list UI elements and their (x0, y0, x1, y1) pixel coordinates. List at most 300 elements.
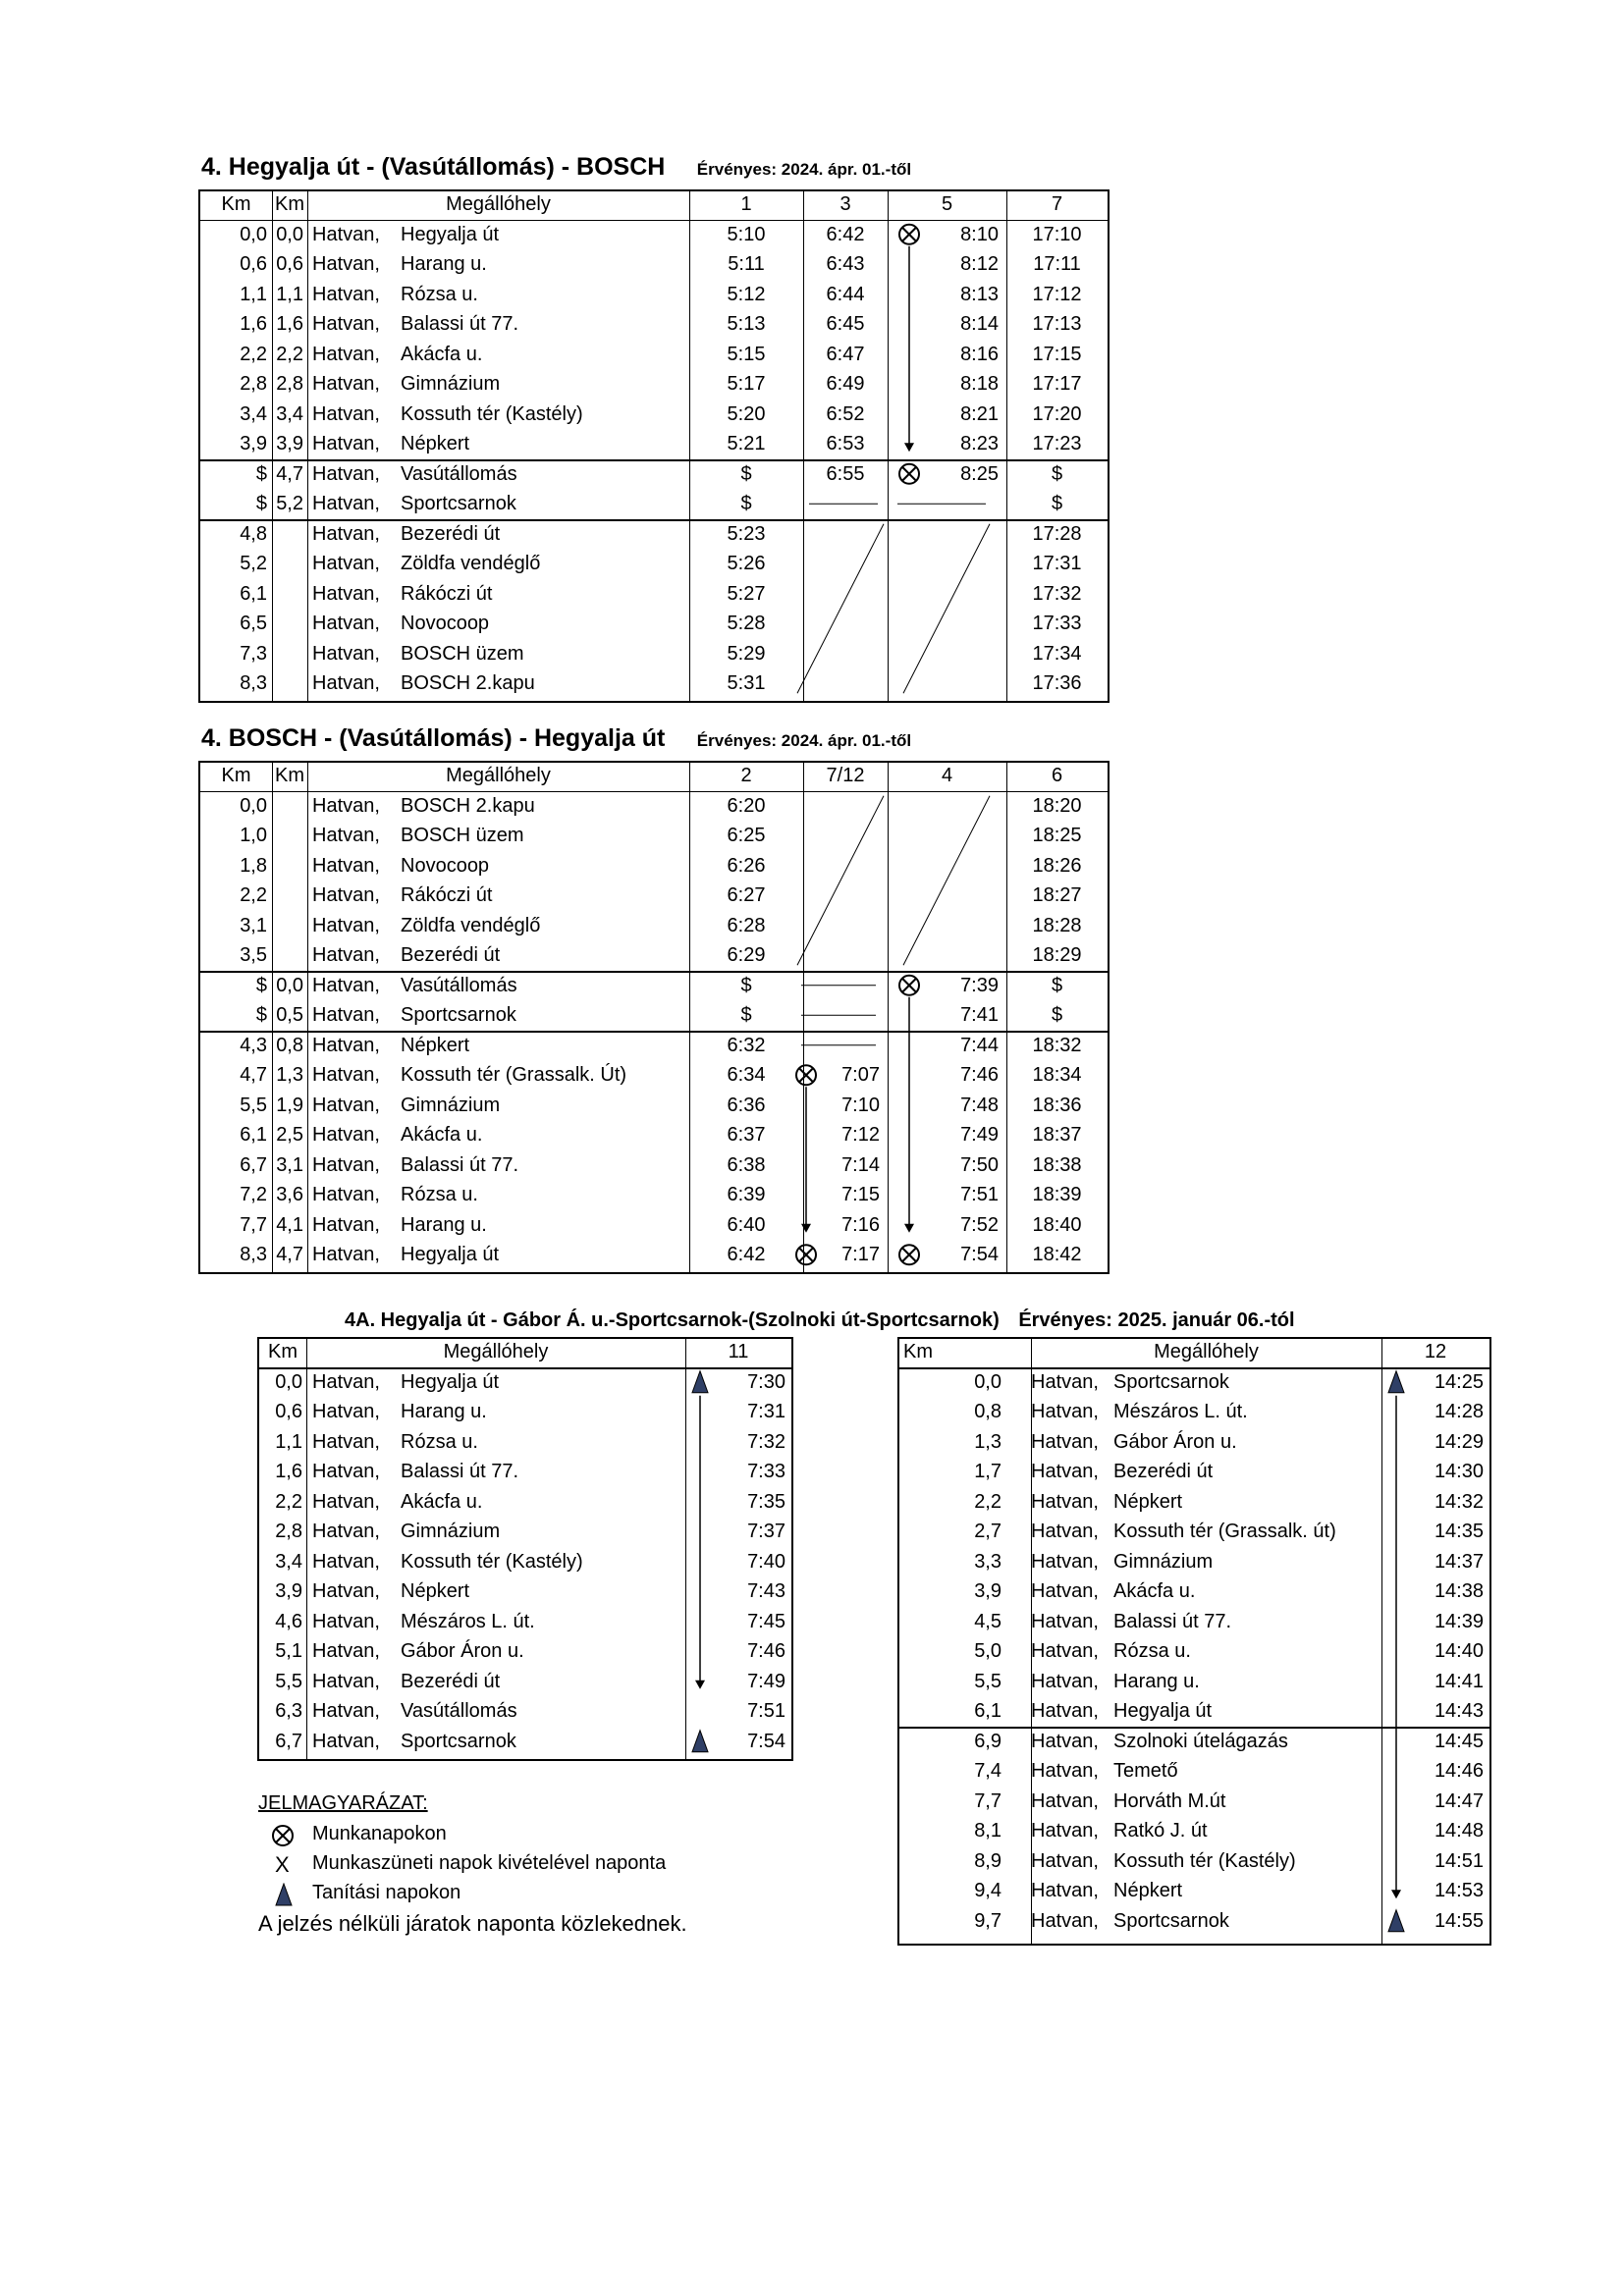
km: 1,3 (974, 1430, 1001, 1453)
time-5: 8:21 (960, 402, 999, 425)
time-4: 7:52 (960, 1213, 999, 1236)
time-7/12 (803, 851, 880, 881)
stop-name: Gimnázium (401, 373, 501, 395)
timetable-4a-route-11 (257, 1337, 793, 1761)
stop-name: Sportcsarnok (401, 1004, 516, 1026)
time-3 (803, 579, 888, 610)
km-a: 1,6 (240, 313, 267, 335)
stop-name: Sportcsarnok (401, 493, 516, 514)
stop-name: Vasútállomás (401, 1700, 517, 1722)
time-2: 6:20 (727, 794, 766, 817)
time-1: 5:10 (727, 223, 766, 245)
time-5: 8:25 (960, 462, 999, 485)
column-header: Km (221, 765, 251, 786)
time-12: 14:25 (1434, 1370, 1484, 1393)
stop-name: Balassi út 77. (401, 1153, 519, 1176)
time-7/12: 7:07 (841, 1064, 880, 1086)
km: 0,0 (974, 1370, 1001, 1393)
time-4: 7:54 (960, 1244, 999, 1265)
column-header: 2 (740, 765, 752, 786)
km-a: 0,0 (240, 794, 267, 817)
town: Hatvan, (312, 1670, 380, 1692)
table-row (200, 249, 1108, 280)
timetable-1-validity: Érvényes: 2024. ápr. 01.-től (696, 160, 912, 179)
time-1: 5:27 (727, 582, 766, 605)
time-2: 6:38 (727, 1153, 766, 1176)
stop-name: Népkert (401, 1580, 470, 1602)
km-b: 0,5 (276, 1004, 303, 1026)
time-12: 14:35 (1434, 1521, 1484, 1542)
town: Hatvan, (312, 373, 380, 395)
time-2: 6:28 (727, 914, 766, 936)
km-a: 2,2 (240, 343, 267, 365)
time-7/12: 7:12 (841, 1124, 880, 1146)
time-7/12 (803, 1031, 880, 1061)
time-5: 8:16 (960, 343, 999, 365)
km-a: $ (255, 462, 267, 485)
km-b: 4,7 (276, 1244, 303, 1265)
time-11: 7:30 (747, 1370, 785, 1393)
time-4: 7:48 (960, 1094, 999, 1116)
table-row (259, 1727, 791, 1757)
town: Hatvan, (312, 1430, 380, 1453)
table-row (259, 1576, 791, 1607)
time-7: $ (1051, 462, 1063, 485)
km-b (272, 639, 303, 669)
table-row (200, 1150, 1108, 1181)
time-6: 18:38 (1032, 1153, 1082, 1176)
stop-name: Gimnázium (1113, 1550, 1214, 1573)
km: 1,6 (275, 1461, 302, 1482)
km: 1,7 (974, 1461, 1001, 1482)
stop-name: Mészáros L. út. (1113, 1401, 1248, 1422)
town: Hatvan, (312, 1700, 380, 1722)
km-a: 8,3 (240, 672, 267, 694)
legend-except-holidays: Munkaszüneti napok kivételével naponta (312, 1852, 667, 1874)
km-a: 4,7 (240, 1064, 267, 1086)
km: 3,3 (974, 1550, 1001, 1573)
stop-name: Gábor Áron u. (401, 1640, 524, 1662)
timetable-4a-validity: Érvényes: 2025. január 06.-tól (1018, 1309, 1295, 1331)
time-7: 17:33 (1032, 613, 1082, 634)
time-7/12 (803, 791, 880, 822)
table-row (200, 1091, 1108, 1121)
town: Hatvan, (1031, 1550, 1099, 1573)
km-a: 0,0 (240, 223, 267, 245)
town: Hatvan, (312, 974, 380, 996)
time-7: 17:11 (1033, 253, 1081, 275)
time-1: 5:23 (727, 522, 766, 545)
column-header: Km (268, 1341, 298, 1362)
time-3: 6:42 (826, 223, 865, 245)
km: 0,6 (275, 1401, 302, 1422)
town: Hatvan, (312, 1153, 380, 1176)
km-b: 3,4 (276, 402, 303, 425)
stop-name: Hegyalja út (1113, 1700, 1213, 1722)
column-header: 12 (1424, 1341, 1447, 1362)
table-row (200, 821, 1108, 851)
column-header: 3 (839, 193, 851, 215)
stop-name: Bezerédi út (1113, 1461, 1214, 1482)
time-4 (888, 851, 999, 881)
time-12: 14:55 (1434, 1909, 1484, 1932)
stop-name: Ratkó J. út (1113, 1820, 1208, 1842)
time-7: 17:32 (1032, 582, 1082, 605)
column-header: Km (275, 193, 304, 215)
table-row (259, 1367, 791, 1398)
km-b: 1,1 (276, 283, 303, 305)
table-row (200, 340, 1108, 370)
time-5 (888, 609, 999, 639)
table-row (200, 519, 1108, 550)
stop-name: Sportcsarnok (1113, 1370, 1229, 1393)
table-row (259, 1487, 791, 1518)
table-row (200, 1240, 1108, 1270)
town: Hatvan, (312, 433, 380, 454)
time-1: $ (740, 493, 752, 514)
table-row (899, 1816, 1489, 1846)
table-row (200, 1031, 1108, 1061)
km-a: 3,5 (240, 944, 267, 966)
timetable-1 (198, 189, 1110, 703)
town: Hatvan, (312, 253, 380, 275)
time-3 (803, 639, 888, 669)
time-6: 18:26 (1032, 854, 1082, 877)
legend (257, 1792, 807, 1949)
town: Hatvan, (312, 1490, 380, 1513)
town: Hatvan, (1031, 1700, 1099, 1722)
km-b: 2,2 (276, 343, 303, 365)
column-header: 11 (728, 1341, 749, 1362)
time-3 (803, 549, 888, 579)
km-b (272, 668, 303, 699)
km-b: 1,9 (276, 1094, 303, 1116)
stop-name: BOSCH 2.kapu (401, 672, 535, 694)
km-a: 1,8 (240, 854, 267, 877)
km-a: $ (255, 493, 267, 514)
table-row (200, 971, 1108, 1001)
time-4 (888, 791, 999, 822)
km-a: 2,8 (240, 373, 267, 395)
time-6: 18:36 (1032, 1094, 1082, 1116)
town: Hatvan, (312, 642, 380, 665)
stop-name: Akácfa u. (401, 1124, 483, 1146)
time-12: 14:47 (1434, 1789, 1484, 1812)
stop-name: Akácfa u. (1113, 1580, 1196, 1602)
legend-school-days: Tanítási napokon (312, 1882, 461, 1903)
time-2: 6:34 (727, 1064, 766, 1086)
time-12: 14:38 (1434, 1580, 1484, 1602)
km-a: 6,1 (240, 1124, 267, 1146)
table-row (899, 1576, 1489, 1607)
time-7: 17:31 (1032, 553, 1082, 574)
stop-name: Bezerédi út (401, 522, 501, 545)
time-2: 6:27 (727, 884, 766, 906)
town: Hatvan, (1031, 1401, 1099, 1422)
km: 9,7 (974, 1909, 1001, 1932)
time-4: 7:51 (960, 1184, 999, 1205)
stop-name: Vasútállomás (401, 974, 517, 996)
town: Hatvan, (312, 1064, 380, 1086)
town: Hatvan, (1031, 1760, 1099, 1782)
town: Hatvan, (312, 582, 380, 605)
column-header: 4 (941, 765, 953, 786)
stop-name: Novocoop (401, 854, 490, 877)
town: Hatvan, (312, 884, 380, 906)
km-a: 4,8 (240, 522, 267, 545)
table-row (200, 220, 1108, 250)
column-header: Km (903, 1341, 933, 1362)
time-4 (888, 821, 999, 851)
stop-name: Sportcsarnok (1113, 1909, 1229, 1932)
time-6: 18:25 (1032, 825, 1082, 846)
time-3: 6:53 (826, 433, 865, 454)
table-row (200, 791, 1108, 822)
stop-name: Balassi út 77. (1113, 1610, 1232, 1632)
time-6: 18:32 (1032, 1034, 1082, 1056)
time-2: 6:39 (727, 1184, 766, 1205)
time-1: 5:29 (727, 642, 766, 665)
time-7/12: 7:16 (841, 1213, 880, 1236)
timetable-2-title-block (201, 724, 911, 753)
time-7/12: 7:15 (841, 1184, 880, 1205)
stop-name: Akácfa u. (401, 343, 483, 365)
table-row (259, 1427, 791, 1458)
table-row (259, 1397, 791, 1427)
km-a: 3,4 (240, 402, 267, 425)
table-row (200, 1060, 1108, 1091)
time-6: 18:40 (1032, 1213, 1082, 1236)
time-6: 18:39 (1032, 1184, 1082, 1205)
triangle-icon (272, 1883, 296, 1906)
table-row (200, 1180, 1108, 1210)
table-row (200, 881, 1108, 911)
time-12: 14:48 (1434, 1820, 1484, 1842)
table-row (200, 369, 1108, 400)
km-a: 1,0 (240, 825, 267, 846)
km: 3,4 (275, 1550, 302, 1573)
time-1: 5:12 (727, 283, 766, 305)
time-5: 8:13 (960, 283, 999, 305)
time-5 (888, 489, 999, 519)
timetable-4a-title-block (345, 1309, 1295, 1332)
town: Hatvan, (312, 672, 380, 694)
town: Hatvan, (312, 1640, 380, 1662)
town: Hatvan, (1031, 1880, 1099, 1901)
time-7: 17:23 (1032, 433, 1082, 454)
time-7/12 (803, 881, 880, 911)
table-row (899, 1607, 1489, 1637)
town: Hatvan, (312, 1370, 380, 1393)
stop-name: Horváth M.út (1113, 1789, 1226, 1812)
time-1: 5:28 (727, 613, 766, 634)
time-6: 18:29 (1032, 944, 1082, 966)
km-b (272, 549, 303, 579)
table-row (899, 1756, 1489, 1787)
km-b: 2,5 (276, 1124, 303, 1146)
town: Hatvan, (1031, 1789, 1099, 1812)
town: Hatvan, (312, 1521, 380, 1542)
km-a: 3,1 (240, 914, 267, 936)
time-12: 14:51 (1434, 1849, 1484, 1872)
km-b: 1,3 (276, 1064, 303, 1086)
km: 4,5 (974, 1610, 1001, 1632)
time-5: 8:14 (960, 313, 999, 335)
stop-name: Rózsa u. (401, 283, 478, 305)
time-11: 7:31 (747, 1401, 785, 1422)
table-row (259, 1457, 791, 1487)
column-header: Megállóhely (446, 193, 551, 215)
km-a: 5,2 (240, 553, 267, 574)
town: Hatvan, (312, 1124, 380, 1146)
time-3: 6:45 (826, 313, 865, 335)
town: Hatvan, (1031, 1430, 1099, 1453)
table-row (899, 1457, 1489, 1487)
town: Hatvan, (1031, 1521, 1099, 1542)
town: Hatvan, (1031, 1909, 1099, 1932)
table-row (899, 1636, 1489, 1667)
stop-name: Sportcsarnok (401, 1730, 516, 1752)
time-3: 6:49 (826, 373, 865, 395)
stop-name: Népkert (401, 433, 470, 454)
table-row (200, 609, 1108, 639)
table-row (899, 1367, 1489, 1398)
time-3 (803, 609, 888, 639)
time-7: 17:15 (1032, 343, 1082, 365)
table-row (200, 400, 1108, 430)
time-4: 7:49 (960, 1124, 999, 1146)
stop-name: Kossuth tér (Kastély) (1113, 1849, 1296, 1872)
km: 8,1 (974, 1820, 1001, 1842)
column-header: Km (221, 193, 251, 215)
km-b (272, 609, 303, 639)
stop-name: Rózsa u. (401, 1430, 478, 1453)
km-b: 0,0 (276, 223, 303, 245)
column-header: 7/12 (826, 765, 865, 786)
time-1: 5:26 (727, 553, 766, 574)
stop-name: Harang u. (401, 1213, 487, 1236)
time-4: 7:46 (960, 1064, 999, 1086)
stop-name: Temető (1113, 1760, 1178, 1782)
time-7/12 (803, 911, 880, 941)
town: Hatvan, (1031, 1461, 1099, 1482)
table-row (200, 280, 1108, 310)
town: Hatvan, (312, 313, 380, 335)
stop-name: Novocoop (401, 613, 490, 634)
town: Hatvan, (1031, 1580, 1099, 1602)
stop-name: Vasútállomás (401, 462, 517, 485)
table-row (899, 1667, 1489, 1697)
town: Hatvan, (1031, 1370, 1099, 1393)
time-12: 14:43 (1434, 1700, 1484, 1722)
time-1: 5:17 (727, 373, 766, 395)
time-11: 7:35 (747, 1490, 785, 1513)
column-header: Megállóhely (1154, 1341, 1259, 1362)
time-5 (888, 519, 999, 550)
time-3: 6:55 (826, 462, 865, 485)
town: Hatvan, (312, 1034, 380, 1056)
table-row (200, 639, 1108, 669)
stop-name: Balassi út 77. (401, 313, 519, 335)
time-4: 7:50 (960, 1153, 999, 1176)
town: Hatvan, (1031, 1730, 1099, 1752)
time-12: 14:28 (1434, 1401, 1484, 1422)
time-4: 7:44 (960, 1034, 999, 1056)
km-a: $ (255, 1004, 267, 1026)
km-a: 7,2 (240, 1184, 267, 1205)
km: 1,1 (275, 1430, 302, 1453)
km: 4,6 (275, 1610, 302, 1632)
km-b (272, 851, 303, 881)
km-b: 0,0 (276, 974, 303, 996)
legend-title: JELMAGYARÁZAT: (258, 1792, 428, 1814)
stop-name: Rózsa u. (401, 1184, 478, 1205)
km-a: $ (255, 974, 267, 996)
column-header: 1 (740, 193, 752, 215)
timetable-2 (198, 761, 1110, 1274)
town: Hatvan, (312, 462, 380, 485)
stop-name: Kossuth tér (Grassalk. út) (1113, 1521, 1336, 1542)
time-12: 14:46 (1434, 1760, 1484, 1782)
table-row (899, 1876, 1489, 1906)
time-1: 5:21 (727, 433, 766, 454)
stop-name: Gimnázium (401, 1094, 501, 1116)
km-a: 0,6 (240, 253, 267, 275)
time-2: $ (740, 974, 752, 996)
time-7: 17:13 (1032, 313, 1082, 335)
town: Hatvan, (312, 825, 380, 846)
time-12: 14:37 (1434, 1550, 1484, 1573)
town: Hatvan, (312, 854, 380, 877)
table-row (899, 1517, 1489, 1547)
town: Hatvan, (312, 283, 380, 305)
column-header: Megállóhely (446, 765, 551, 786)
town: Hatvan, (312, 1004, 380, 1026)
time-2: 6:32 (727, 1034, 766, 1056)
km-a: 5,5 (240, 1094, 267, 1116)
stop-name: Hegyalja út (401, 223, 500, 245)
table-row (259, 1547, 791, 1577)
table-row (259, 1667, 791, 1697)
stop-name: Harang u. (1113, 1670, 1200, 1692)
column-header: Km (275, 765, 304, 786)
town: Hatvan, (312, 1401, 380, 1422)
km-b (272, 821, 303, 851)
table-row (259, 1517, 791, 1547)
time-4 (888, 911, 999, 941)
stop-name: Rózsa u. (1113, 1640, 1191, 1662)
time-11: 7:33 (747, 1461, 785, 1482)
time-5 (888, 579, 999, 610)
town: Hatvan, (312, 794, 380, 817)
time-3: 6:47 (826, 343, 865, 365)
town: Hatvan, (312, 493, 380, 514)
km: 2,2 (974, 1490, 1001, 1513)
time-6: 18:20 (1032, 794, 1082, 817)
km-b (272, 881, 303, 911)
km: 2,2 (275, 1490, 302, 1513)
table-row (200, 309, 1108, 340)
km: 7,4 (974, 1760, 1001, 1782)
time-5: 8:12 (960, 253, 999, 275)
km: 6,1 (974, 1700, 1001, 1722)
time-7: 17:34 (1032, 642, 1082, 665)
time-5 (888, 639, 999, 669)
table-row (200, 459, 1108, 490)
town: Hatvan, (312, 1461, 380, 1482)
time-7/12 (803, 971, 880, 1001)
town: Hatvan, (312, 553, 380, 574)
